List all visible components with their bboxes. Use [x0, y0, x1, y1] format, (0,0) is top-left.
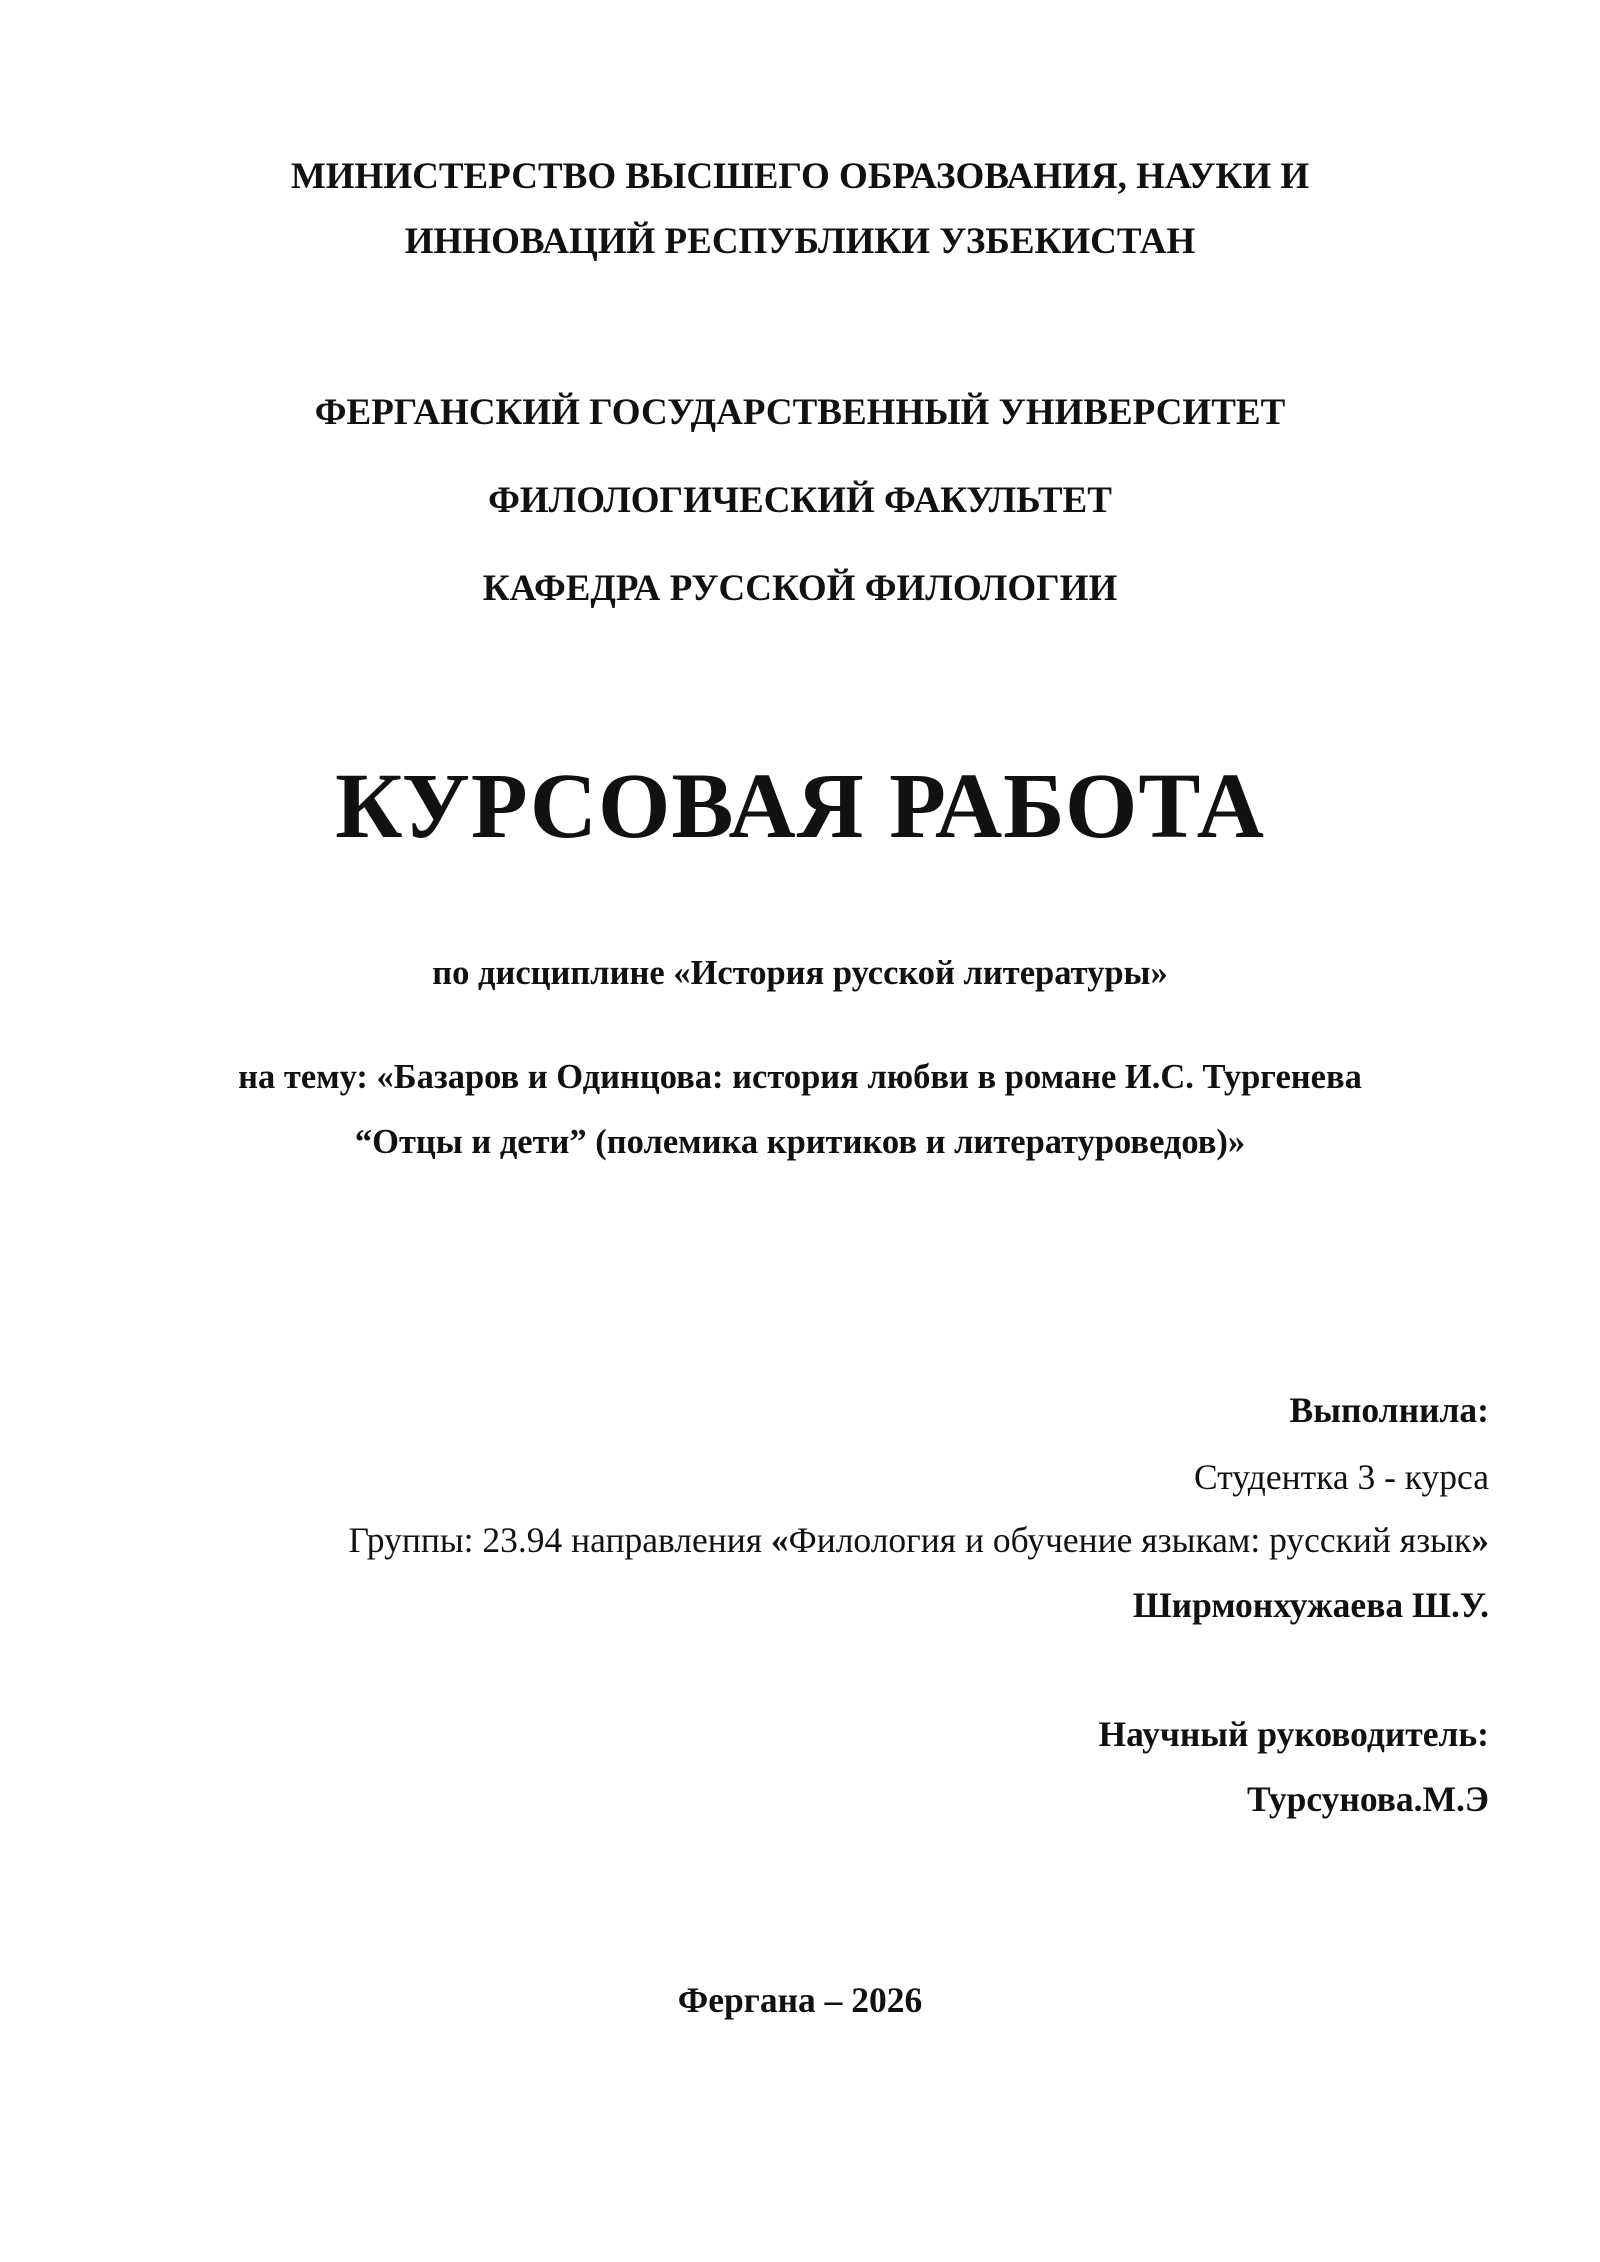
- ministry-line-2: ИННОВАЦИЙ РЕСПУБЛИКИ УЗБЕКИСТАН: [404, 221, 1196, 262]
- department-name: КАФЕДРА РУССКОЙ ФИЛОЛОГИИ: [482, 568, 1118, 609]
- author-group-direction: Филология и обучение языкам: русский язык: [788, 1520, 1472, 1560]
- author-group: [348, 1520, 1490, 1560]
- ministry-line-1: МИНИСТЕРСТВО ВЫСШЕГО ОБРАЗОВАНИЯ, НАУКИ И: [290, 156, 1310, 197]
- faculty-name: ФИЛОЛОГИЧЕСКИЙ ФАКУЛЬТЕТ: [488, 480, 1112, 521]
- university-name: ФЕРГАНСКИЙ ГОСУДАРСТВЕННЫЙ УНИВЕРСИТЕТ: [314, 392, 1286, 433]
- supervisor-label: Научный руководитель:: [1098, 1714, 1489, 1754]
- author-group-quote-open: «: [770, 1520, 789, 1560]
- city-year: Фергана – 2026: [677, 1980, 923, 2020]
- author-group-quote-close: »: [1471, 1520, 1489, 1560]
- document-title: КУРСОВАЯ РАБОТА: [335, 755, 1265, 858]
- topic-line-1: на тему: «Базаров и Одинцова: история любви в романе И.С. Тургенева: [238, 1058, 1362, 1096]
- author-label: Выполнила:: [1289, 1390, 1489, 1430]
- supervisor-name: Турсунова.М.Э: [1246, 1779, 1489, 1819]
- author-course: Студентка 3 - курса: [1194, 1457, 1489, 1497]
- topic-line-2: “Отцы и дети” (полемика критиков и литературоведов)»: [354, 1123, 1246, 1161]
- author-name: Ширмонхужаева Ш.У.: [1132, 1585, 1489, 1625]
- discipline-line: по дисциплине «История русской литературы»: [432, 954, 1168, 992]
- author-group-prefix: Группы: 23.94 направления: [348, 1520, 771, 1560]
